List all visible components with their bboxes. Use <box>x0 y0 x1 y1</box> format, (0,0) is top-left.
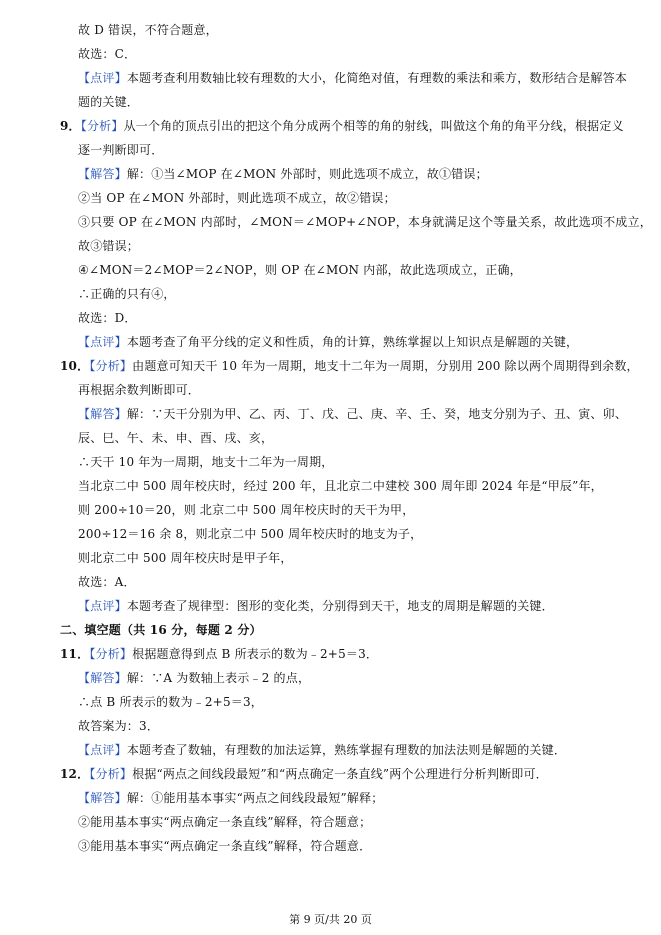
text-line: 故③错误； <box>78 239 140 253</box>
text-line <box>60 766 548 782</box>
comment-tag: 【点评】 <box>78 743 127 757</box>
text-line <box>60 358 639 374</box>
line-text: 从一个角的顶点引出的把这个角分成两个相等的角的射线，叫做这个角的角平分线，根据定义 <box>123 119 624 133</box>
text-line <box>78 406 627 422</box>
text-line: 故选：A． <box>78 575 136 589</box>
comment-tag: 【点评】 <box>78 71 127 85</box>
text-line: ③能用基本事实“两点确定一条直线”解释，符合题意． <box>78 839 372 853</box>
analysis-tag: 【分析】 <box>80 119 124 133</box>
answer-tag: 【解答】 <box>78 167 127 181</box>
text-line: 辰、巳、午、未、申、酉、戌、亥， <box>78 431 274 445</box>
text-line: 故选：C． <box>78 47 137 61</box>
question-number: 11． <box>60 647 90 661</box>
line-text: 根据题意得到点 B 所表示的数为﹣2+5＝3． <box>132 647 379 661</box>
text-line: 故选：D． <box>78 311 137 325</box>
text-line <box>78 598 554 614</box>
line-text: 本题考查了数轴，有理数的加法运算，熟练掌握有理数的加法法则是解题的关键． <box>126 743 567 757</box>
question-number: 10． <box>60 359 90 373</box>
text-line: 题的关键． <box>78 95 140 109</box>
text-line <box>78 334 578 350</box>
section-heading: 二、填空题（共 16 分，每题 2 分） <box>60 623 262 637</box>
text-line: 200÷12＝16 余 8，则北京二中 500 周年校庆时的地支为子， <box>78 527 423 541</box>
line-text: 本题考查利用数轴比较有理数的大小，化简绝对值，有理数的乘法和乘方，数形结合是解答本 <box>126 71 628 85</box>
text-line <box>78 742 566 758</box>
text-line: 当北京二中 500 周年校庆时，经过 200 年，且北京二中建校 300 周年即 2024 年是“甲辰”年， <box>78 479 603 493</box>
line-text: 本题考查了角平分线的定义和性质，角的计算，熟练掌握以上知识点是解题的关键， <box>126 335 579 349</box>
text-line: 再根据余数判断即可． <box>78 383 201 397</box>
text-line: ②当 OP 在∠MON 外部时，则此选项不成立，故②错误； <box>78 191 396 205</box>
page-footer: 第 9 页/共 20 页 <box>289 913 372 926</box>
text-line: ∴点 B 所表示的数为﹣2+5＝3， <box>78 695 264 709</box>
line-text: 解：①能用基本事实“两点之间线段最短”解释； <box>126 791 384 805</box>
text-line <box>78 670 310 686</box>
question-number: 9． <box>60 119 81 133</box>
comment-tag: 【点评】 <box>78 599 127 613</box>
text-line: 则北京二中 500 周年校庆时是甲子年， <box>78 551 293 565</box>
text-line: 则 200÷10＝20，则 北京二中 500 周年校庆时的天干为甲， <box>78 503 415 517</box>
question-number: 12． <box>60 767 90 781</box>
text-line <box>78 166 488 182</box>
text-line: ②能用基本事实“两点确定一条直线”解释，符合题意； <box>78 815 372 829</box>
line-text: 解：①当∠MOP 在∠MON 外部时，则此选项不成立，故①错误； <box>126 167 488 181</box>
answer-tag: 【解答】 <box>78 407 127 421</box>
line-text: 由题意可知天干 10 年为一周期，地支十二年为一周期，分别用 200 除以两个周期得到余数， <box>132 359 639 373</box>
text-line <box>78 790 383 806</box>
line-text: 解：∵天干分别为甲、乙、丙、丁、戊、己、庚、辛、壬、癸，地支分别为子、丑、寅、卯、 <box>126 407 628 421</box>
text-line: 故答案为：3． <box>78 719 160 733</box>
text-line <box>60 118 624 134</box>
analysis-tag: 【分析】 <box>89 359 133 373</box>
text-line: ∴正确的只有④， <box>78 287 176 301</box>
line-text: 根据“两点之间线段最短”和“两点确定一条直线”两个公理进行分析判断即可． <box>132 767 548 781</box>
text-line <box>60 646 378 662</box>
answer-tag: 【解答】 <box>78 791 127 805</box>
comment-tag: 【点评】 <box>78 335 127 349</box>
text-line: ∴天干 10 年为一周期，地支十二年为一周期， <box>78 455 334 469</box>
text-line: ③只要 OP 在∠MON 内部时，∠MON＝∠MOP+∠NOP，本身就满足这个等量关系，故此选项不成立， <box>78 215 652 229</box>
text-line: 故 D 错误，不符合题意， <box>78 23 218 37</box>
analysis-tag: 【分析】 <box>89 767 133 781</box>
text-line: 逐一判断即可． <box>78 143 164 157</box>
text-line: ④∠MON＝2∠MOP＝2∠NOP，则 OP 在∠MON 内部，故此选项成立，正确， <box>78 263 522 277</box>
analysis-tag: 【分析】 <box>89 647 133 661</box>
answer-tag: 【解答】 <box>78 671 127 685</box>
text-line <box>78 70 627 86</box>
line-text: 解：∵A 为数轴上表示﹣2 的点， <box>126 671 311 685</box>
line-text: 本题考查了规律型：图形的变化类，分别得到天干，地支的周期是解题的关键． <box>126 599 554 613</box>
